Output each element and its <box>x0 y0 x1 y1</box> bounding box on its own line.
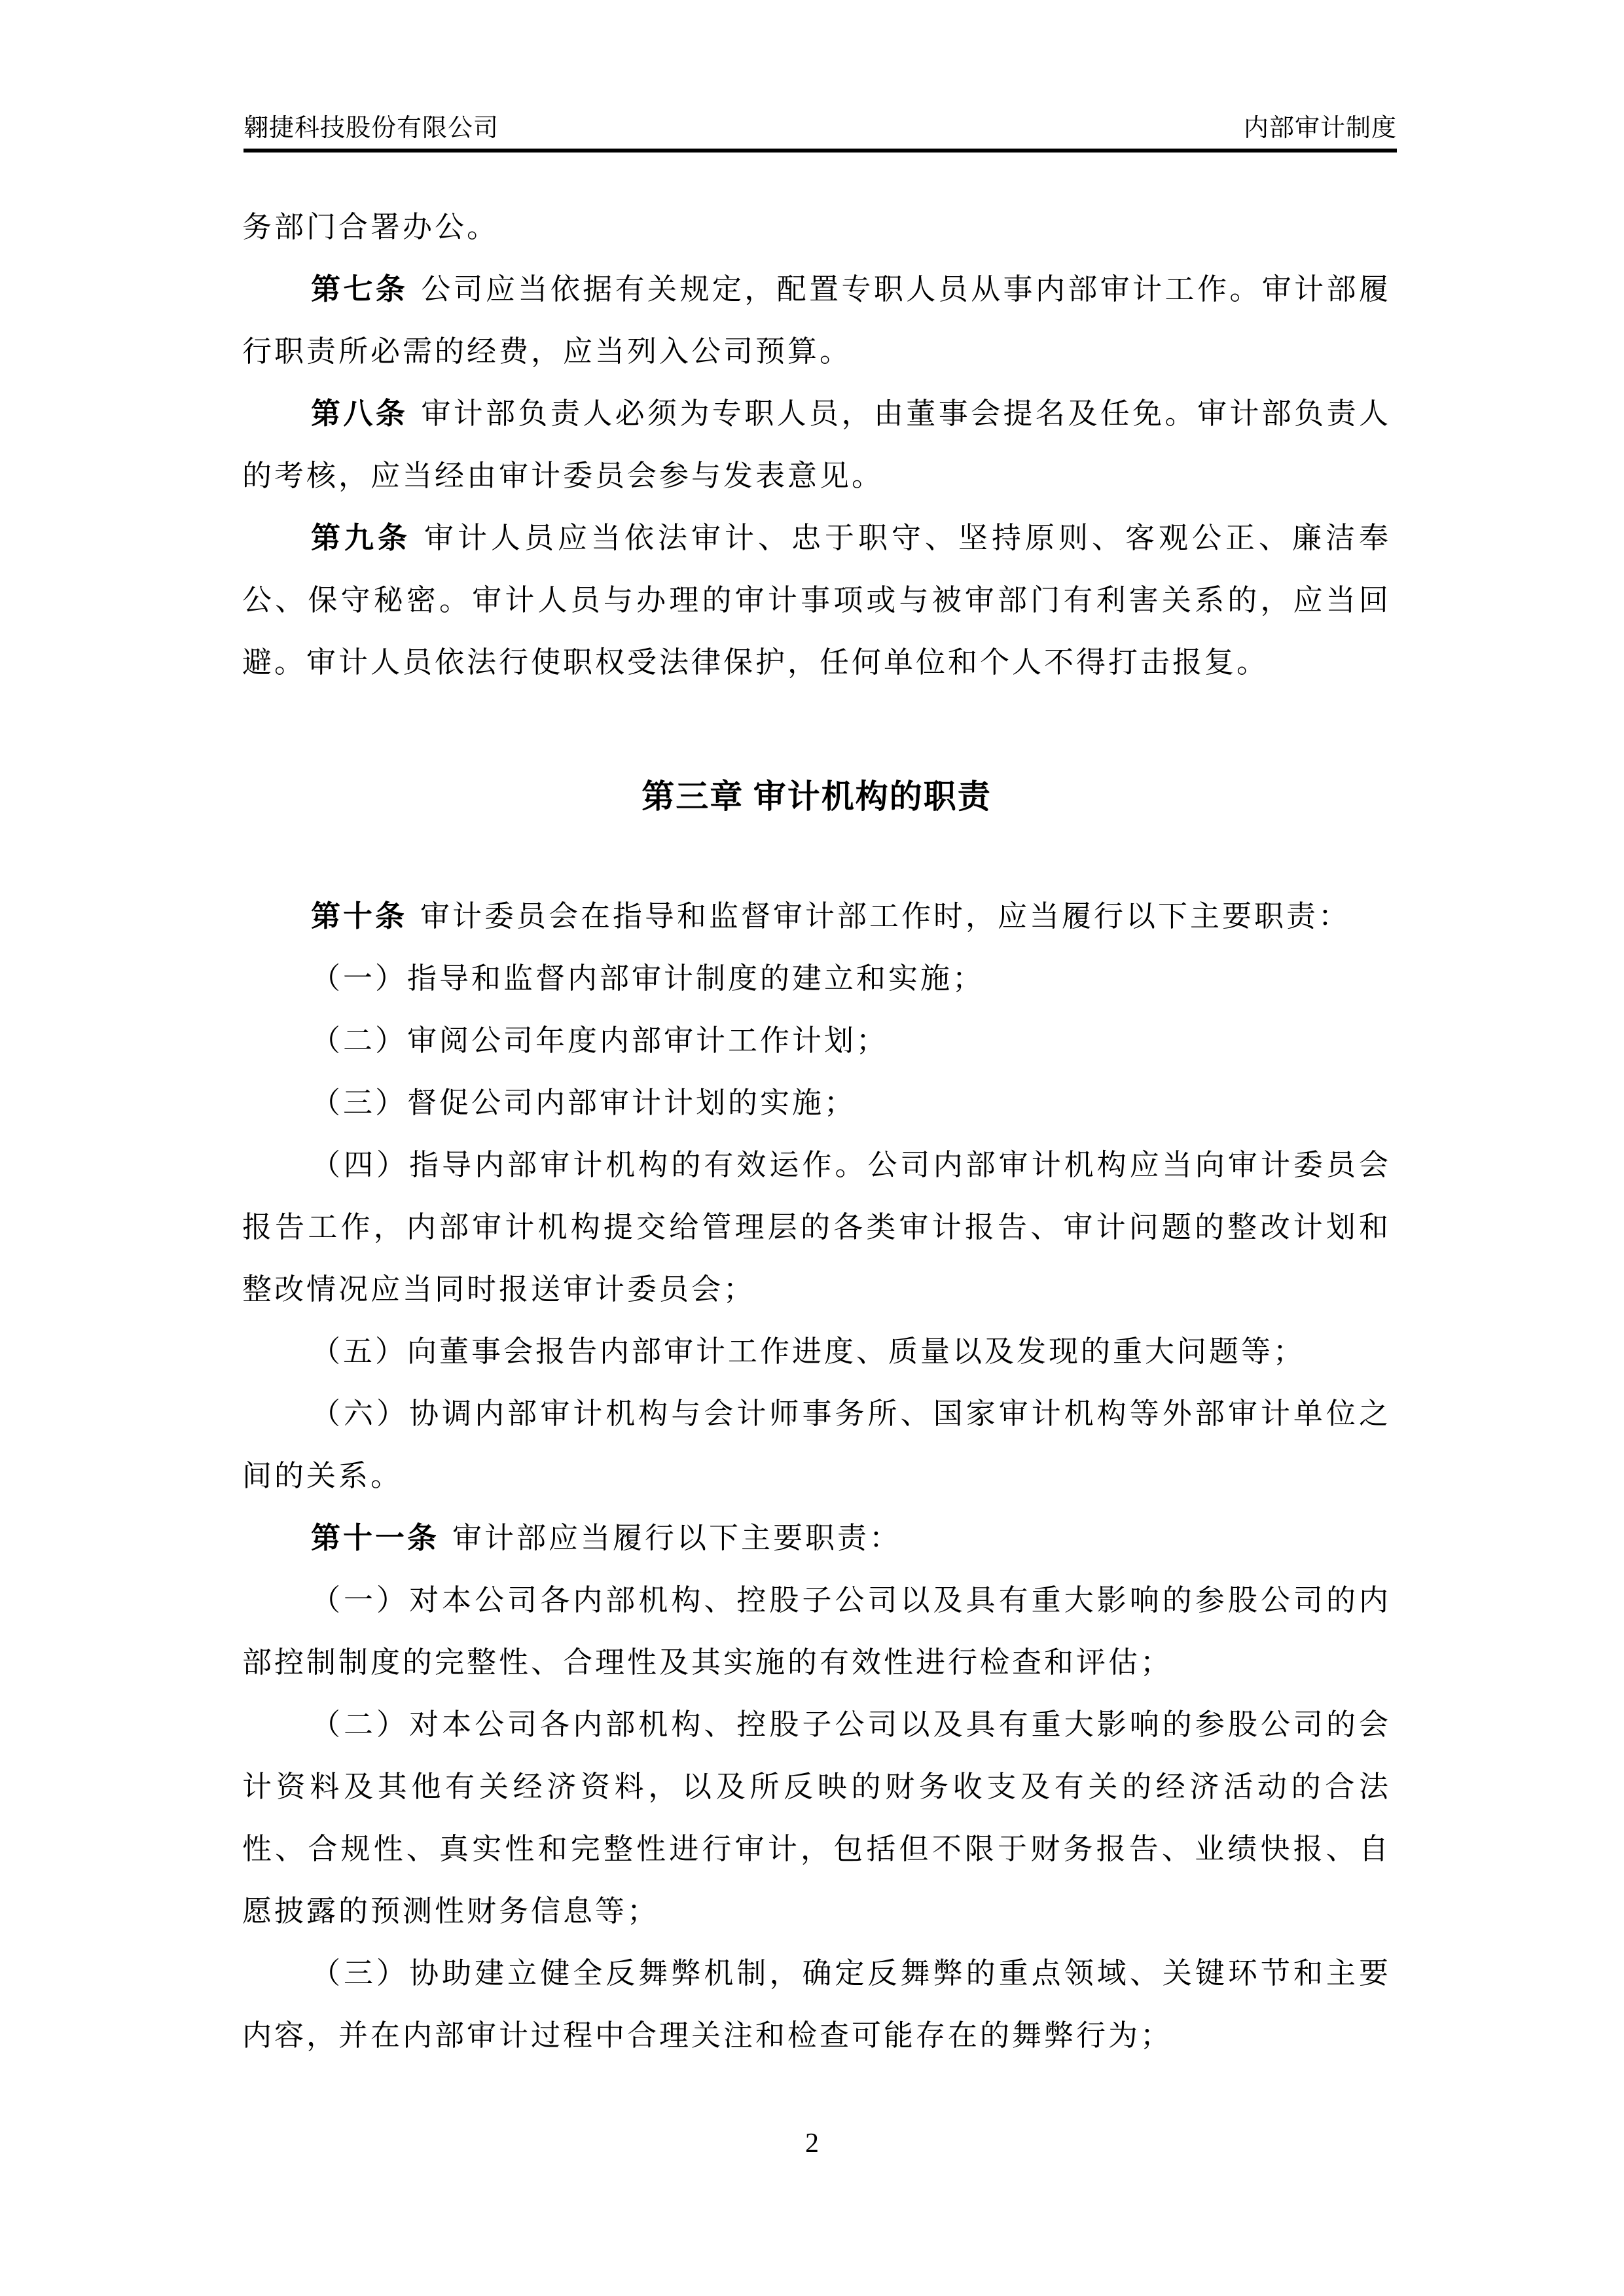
chapter-heading: 第三章 审计机构的职责 <box>641 778 992 815</box>
paragraph-continuation <box>242 196 1391 259</box>
paragraph-item-2 <box>242 1010 1391 1072</box>
paragraph-item-2b <box>242 1694 1391 1943</box>
header-rule <box>244 149 1397 152</box>
paragraph-item-3b <box>242 1943 1391 2067</box>
header-doc-title: 内部审计制度 <box>1243 115 1397 142</box>
paragraph-text: （三）协助建立健全反舞弊机制，确定反舞弊的重点领域、关键环节和主要内容，并在内部审计过程中合理关注和检查可能存在的舞弊行为； <box>242 1957 1391 2052</box>
paragraph-item-4 <box>242 1134 1391 1321</box>
paragraph-text: （二）对本公司各内部机构、控股子公司以及具有重大影响的参股公司的会计资料及其他有关经济资料，以及所反映的财务收支及有关的经济活动的合法性、合规性、真实性和完整性进行审计，包括但不限于财务报告、业绩快报、自愿披露的预测性财务信息等； <box>242 1708 1391 1928</box>
paragraph-item-1b <box>242 1570 1391 1694</box>
paragraph-article-7 <box>242 259 1391 383</box>
paragraph-text: 公司应当依据有关规定，配置专职人员从事内部审计工作。审计部履行职责所必需的经费，应当列入公司预算。 <box>242 273 1391 368</box>
page-footer <box>0 2128 1624 2159</box>
paragraph-text: 审计委员会在指导和监督审计部工作时，应当履行以下主要职责： <box>420 900 1351 933</box>
article-number: 第十条 <box>311 900 408 933</box>
document-body <box>242 196 1391 2067</box>
paragraph-text: 审计部应当履行以下主要职责： <box>452 1522 902 1554</box>
header-company-name: 翱捷科技股份有限公司 <box>244 115 499 142</box>
paragraph-text: （四）指导内部审计机构的有效运作。公司内部审计机构应当向审计委员会报告工作，内部审计机构提交给管理层的各类审计报告、审计问题的整改计划和整改情况应当同时报送审计委员会； <box>242 1149 1391 1306</box>
paragraph-text: 审计人员应当依法审计、忠于职守、坚持原则、客观公正、廉洁奉公、保守秘密。审计人员与办理的审计事项或与被审部门有利害关系的，应当回避。审计人员依法行使职权受法律保护，任何单位和个人不得打击报复。 <box>242 522 1391 679</box>
article-number: 第九条 <box>311 522 411 554</box>
paragraph-text: （二）审阅公司年度内部审计工作计划； <box>311 1024 889 1057</box>
paragraph-text: （六）协调内部审计机构与会计师事务所、国家审计机构等外部审计单位之间的关系。 <box>242 1397 1391 1492</box>
page-number: 2 <box>805 2128 819 2159</box>
paragraph-item-5 <box>242 1321 1391 1383</box>
paragraph-article-11 <box>242 1507 1391 1570</box>
article-number: 第十一条 <box>311 1522 440 1554</box>
paragraph-item-6 <box>242 1383 1391 1507</box>
paragraph-article-9 <box>242 507 1391 694</box>
paragraph-text: （一）对本公司各内部机构、控股子公司以及具有重大影响的参股公司的内部控制制度的完整性、合理性及其实施的有效性进行检查和评估； <box>242 1584 1391 1679</box>
paragraph-text: （一）指导和监督内部审计制度的建立和实施； <box>311 962 985 995</box>
paragraph-item-3 <box>242 1072 1391 1134</box>
article-number: 第八条 <box>311 397 408 430</box>
page-header <box>244 113 1397 144</box>
paragraph-text: 审计部负责人必须为专职人员，由董事会提名及任免。审计部负责人的考核，应当经由审计委员会参与发表意见。 <box>242 397 1391 492</box>
paragraph-article-8 <box>242 383 1391 507</box>
paragraph-text: （三）督促公司内部审计计划的实施； <box>311 1086 857 1119</box>
article-number: 第七条 <box>311 273 408 306</box>
paragraph-text: （五）向董事会报告内部审计工作进度、质量以及发现的重大问题等； <box>311 1335 1306 1368</box>
paragraph-item-1 <box>242 948 1391 1010</box>
paragraph-article-10 <box>242 886 1391 948</box>
paragraph-text: 务部门合署办公。 <box>242 211 499 243</box>
